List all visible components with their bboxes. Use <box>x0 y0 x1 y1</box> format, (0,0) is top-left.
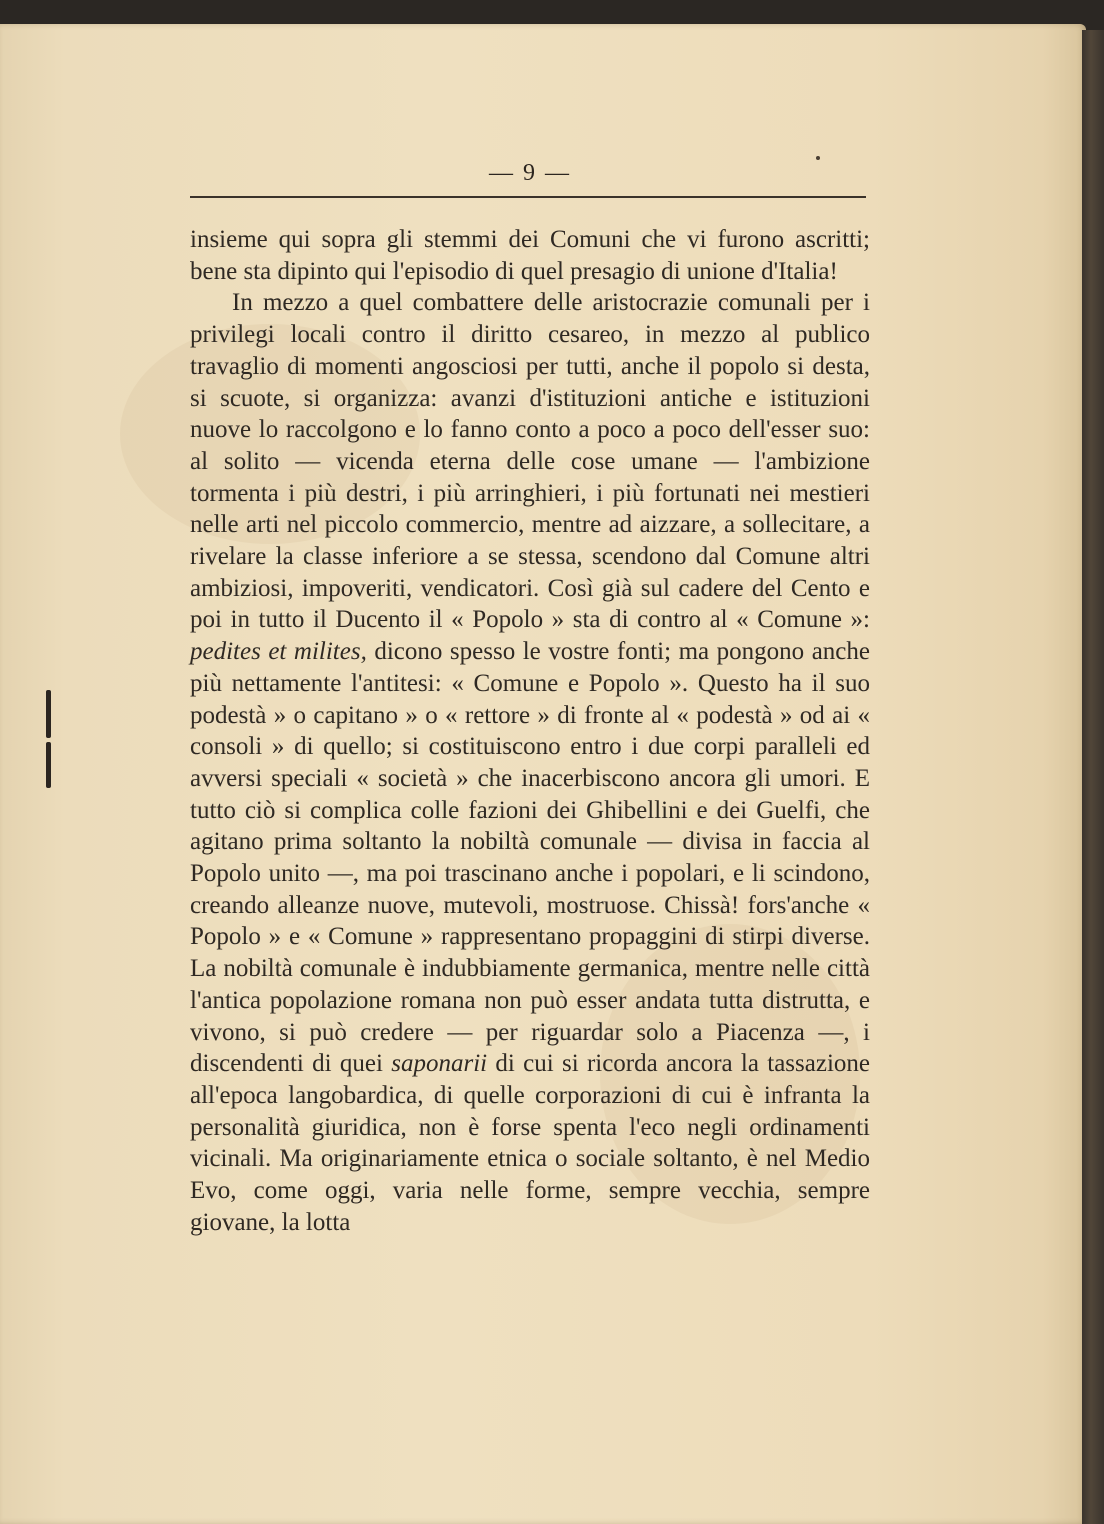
paragraph <box>190 287 870 1238</box>
text-run: In mezzo a quel combattere delle aristocrazie comunali per i privilegi locali contro il diritto cesareo, in mezzo al publico travaglio di momenti angosciosi per tutti, anche il popolo si desta, si scuote, si organizza: avanzi d'istituzioni antiche e istituzioni nuove lo raccolgono e lo fanno conto a poco a poco dell'esser suo: al solito — vicenda eterna delle cose umane — l'ambizione tormenta i più destri, i più arringhieri, i più fortunati nei mestieri nelle arti nel piccolo commercio, mentre ad aizzare, a sollecitare, a rivelare la classe inferiore a se stessa, scendono dal Comune altri ambiziosi, impoveriti, vendicatori. Così già sul cadere del Cento e poi in tutto il Ducento il « Popolo » sta di contro al « Comune »: <box>190 289 870 634</box>
paragraph: insieme qui sopra gli stemmi dei Comuni che vi furono ascritti; bene sta dipinto qui l'episodio di quel presagio di unione d'Italia! <box>190 226 870 285</box>
binding-mark <box>46 690 51 738</box>
body-text <box>190 224 870 1239</box>
page-number: — 9 — <box>489 160 571 186</box>
italic-phrase: pedites et milites, <box>190 638 367 666</box>
header-rule <box>190 196 866 198</box>
text-run: dicono spesso le vostre fonti; ma pongono anche più nettamente l'antitesi: « Comune e Popolo ». Questo ha il suo podestà » o capitano » o « rettore » di fronte al « podestà » od ai « consoli » di quello; si costituiscono entro i due corpi paralleli ed avversi speciali « società » che inacerbiscono ancora gli umori. E tutto ciò si complica colle fazioni dei Ghibellini e dei Guelfi, che agitano prima soltanto la nobiltà comunale — divisa in faccia al Popolo unito —, ma poi trascinano anche i popolari, e li scindono, creando alleanze nuove, mutevoli, mostruose. Chissà! fors'anche « Popolo » e « Comune » rappresentano propaggini di stirpi diverse. La nobiltà comunale è indubbiamente germanica, mentre nelle città l'antica popolazione romana non può esser andata tutta distrutta, e vivono, si può credere — per riguardar solo a Piacenza —, i discendenti di quei <box>190 638 870 1078</box>
italic-phrase: saponarii <box>391 1050 488 1078</box>
binding-mark <box>46 742 51 788</box>
page-edge-shadow <box>1082 30 1104 1524</box>
text-run: di cui si ricorda ancora la tassazione all'epoca langobardica, di quelle corporazioni di cui è infranta la personalità giuridica, non è forse spenta l'eco negli ordinamenti vicinali. Ma originariamente etnica o sociale soltanto, è nel Medio Evo, come oggi, varia nelle forme, sempre vecchia, sempre giovane, la lotta <box>190 1050 871 1236</box>
